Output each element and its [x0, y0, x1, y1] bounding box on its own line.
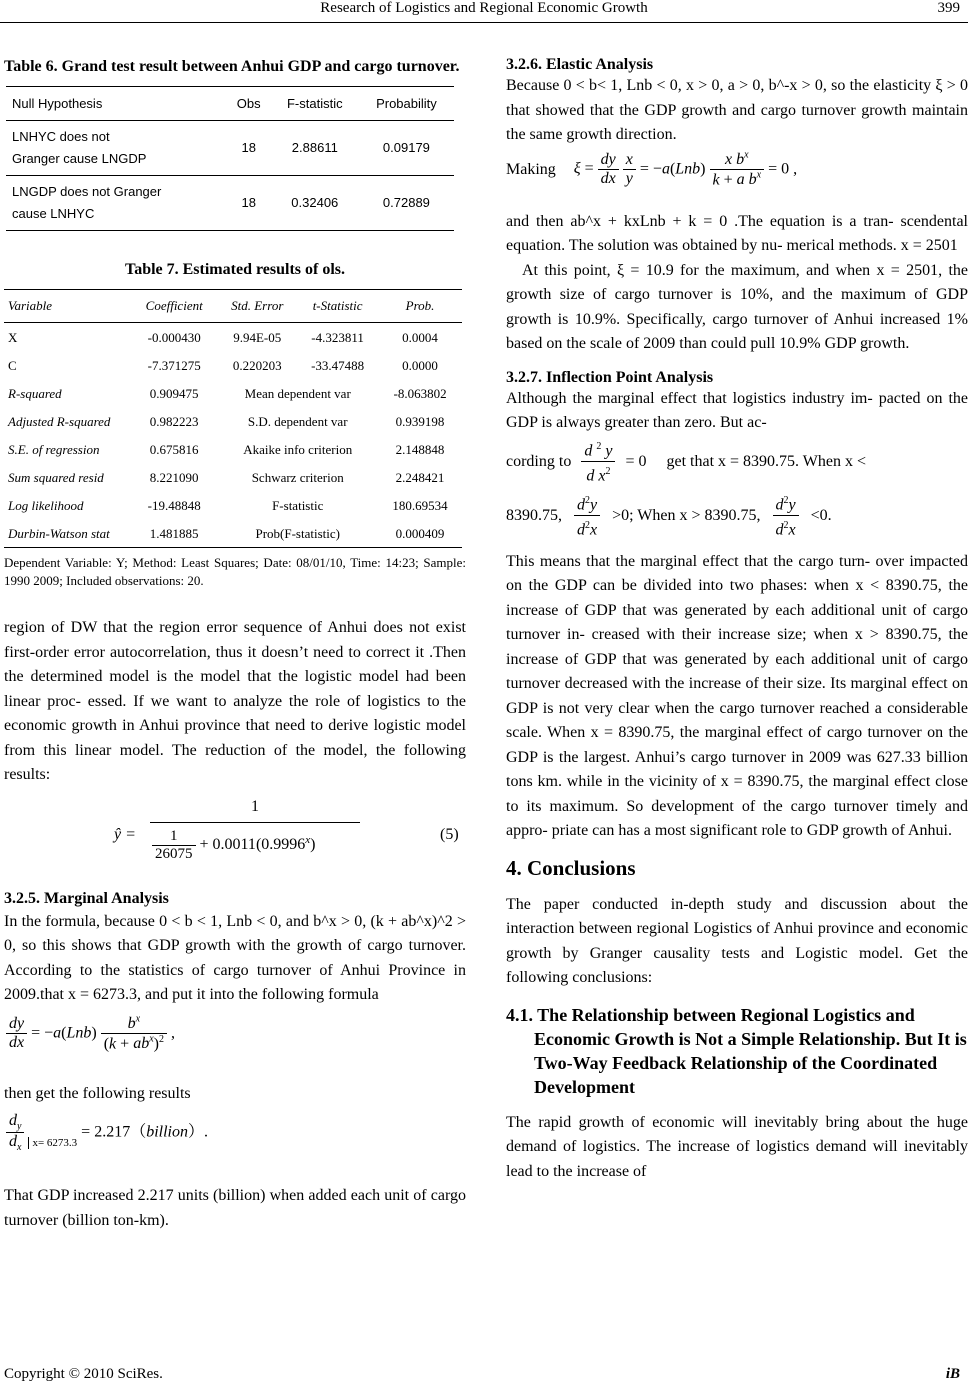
- table-row: [4, 379, 462, 407]
- right-column: [506, 50, 968, 1184]
- t6-p: 0.09179: [359, 121, 454, 176]
- deriv-eval-point: x= 6273.3: [28, 1137, 77, 1149]
- running-title: Research of Logistics and Regional Economic Growth: [320, 0, 648, 16]
- t7-stat-value2: 2.148848: [395, 441, 445, 457]
- t7-var: C: [8, 357, 17, 373]
- table-row: [6, 121, 454, 176]
- t7-stat-label2: Mean dependent var: [244, 385, 351, 401]
- t7-stat-value: 0.909475: [149, 385, 199, 401]
- t7-stat-label2: Akaike info criterion: [243, 441, 353, 457]
- t7-stat-value: 0.675816: [149, 441, 199, 457]
- t6-p: 0.72889: [359, 176, 454, 231]
- section-heading: 4. Conclusions: [506, 855, 636, 880]
- paragraph: The rapid growth of economic will inevitably bring about the huge demand of logistics. The increase of logistics demand will inevitably lead to the increase of: [506, 1113, 968, 1180]
- text-fragment: cording to: [506, 452, 572, 470]
- derivative-result: $\frac{d_y}{d_x}$ $_{x= 6273.3}$ = 2.217（billion）.: [4, 1112, 466, 1170]
- t7-col-variable: Variable: [4, 290, 131, 323]
- text-fragment: >0; When x > 8390.75,: [612, 506, 761, 524]
- t7-col-coef: Coefficient: [131, 290, 217, 323]
- page-header: [0, 0, 968, 30]
- paragraph: This means that the marginal effect that the cargo turn- over impacted on the GDP can be divided into two phases: when x < 8390.75, the increase of GDP that was generated by each additional unit of cargo turnover in- creased with their increase size; when x > 8390.75, the increase of GDP that was generated by each additional unit of cargo turnover decreased with the increase of their size. Its marginal effect on GDP is not very clear when the cargo turnover reached a considerable scale. When x = 8390.75, the marginal effect of cargo turnover on the GDP is the largest. Anhui’s cargo turnover in 2009 was 627.33 billion tons km. while in the vicinity of x = 8390.75, the marginal effect close to its maximum. So development of the cargo turnover timely and appro- priate can has a most significant role to GDP growth of Anhui.: [506, 552, 968, 839]
- t7-coef: -7.371275: [147, 357, 201, 373]
- t7-stat-label: R-squared: [8, 385, 62, 401]
- equation-5: [4, 796, 466, 876]
- journal-abbrev: iB: [945, 1366, 960, 1382]
- t7-stat-value: 1.481885: [131, 519, 217, 548]
- table6: [6, 86, 454, 231]
- copyright: Copyright © 2010 SciRes.: [4, 1366, 163, 1382]
- t6-col-obs: Obs: [227, 87, 271, 121]
- t7-stat-value: -19.48848: [147, 497, 201, 513]
- t7-stat-value2: 2.248421: [395, 469, 445, 485]
- eq5-y: ŷ =: [114, 825, 136, 843]
- t7-stat-label2: S.D. dependent var: [247, 413, 348, 429]
- t6-col-f: F-statistic: [271, 87, 359, 121]
- t7-t: -4.323811: [311, 329, 364, 345]
- t7-stat-label: Sum squared resid: [8, 469, 104, 485]
- text-fragment: get that x = 8390.75. When x <: [666, 452, 866, 470]
- elasticity-equation: Making ξ = $\frac{dy}{dx}$ $\frac{x}{y}$ = −a(Lnb) $\frac{x b^x}{k + a b^x}$ = 0 ,: [506, 149, 798, 189]
- paragraph: then get the following results: [4, 1084, 191, 1102]
- eq5-inner-den: 26075: [155, 845, 193, 862]
- t7-stat-label: Adjusted R-squared: [8, 413, 111, 429]
- table7: [4, 289, 462, 548]
- t7-prob: 0.0004: [402, 329, 438, 345]
- eq5-plus: + 0.0011: [199, 835, 256, 853]
- t7-coef: -0.000430: [147, 329, 201, 345]
- making-label: Making: [506, 160, 556, 178]
- t7-stat-label2: F-statistic: [272, 497, 324, 513]
- t7-stat-label: Durbin-Watson stat: [4, 519, 131, 548]
- t7-stat-label2: Schwarz criterion: [251, 469, 344, 485]
- t7-var: X: [8, 329, 18, 345]
- t7-stat-label: Log likelihood: [8, 497, 84, 513]
- table6-caption: Table 6. Grand test result between Anhui GDP and cargo turnover.: [4, 58, 460, 75]
- t6-obs: 18: [227, 121, 271, 176]
- page-number: 399: [937, 0, 960, 16]
- t6-obs: 18: [227, 176, 271, 231]
- t6-col-p: Probability: [359, 87, 454, 121]
- subsection-heading: 4.1. The Relationship between Regional Logistics and Economic Growth is Not a Simple Relationship. But It is Two-Way Feedback Relationship of the Coordinated Development: [506, 1004, 967, 1097]
- t6-hyp: cause LNHYC: [12, 206, 95, 221]
- eq5-exp: x: [305, 833, 311, 846]
- paragraph: At this point, ξ = 10.9 for the maximum, and when x = 2501, the growth size of cargo turnover is 10%, and the maximum of GDP growth is 10.9%. Specifically, cargo turnover of Anhui increased 1% based on the scale of 2009 than could pull 10.9% GDP growth.: [506, 261, 968, 352]
- t7-col-prob: Prob.: [378, 290, 462, 323]
- eq5-label: (5): [440, 825, 459, 843]
- text-fragment: 8390.75,: [506, 506, 562, 524]
- t6-hyp: LNGDP does not Granger: [12, 184, 162, 199]
- eq5-base: 0.9996: [261, 835, 306, 853]
- table-row: [4, 323, 462, 352]
- paragraph: The paper conducted in-depth study and discussion about the interaction between regional Logistics of Anhui province and economic growth by Granger causality tests and Logistic model. Get the following conclusions:: [506, 895, 968, 986]
- t7-col-t: t-Statistic: [297, 290, 378, 323]
- t7-stat-value: 8.221090: [149, 469, 199, 485]
- paragraph: region of DW that the region error sequence of Anhui does not exist first-order error autocorrelation, thus it doesn’t need to correct it .Then the determined model is the model that the logistic model had been linear proc- essed. If we want to analyze the role of logistics to the economic growth in Anhui province that need to derive logistic model from this linear model. The reduction of the model, the following results:: [4, 619, 466, 783]
- inflection-condition: cording to $\frac{d ^2 y}{d x^2}$ = 0 get that x = 8390.75. When x <: [506, 436, 968, 488]
- t7-stat-value2: 180.69534: [392, 497, 448, 513]
- eq5-fraction-bar: [150, 822, 360, 823]
- text-fragment: <0.: [810, 506, 832, 524]
- paragraph: and then ab^x + kxLnb + k = 0 .The equation is a tran- scendental equation. The solution was obtained by nu- merical methods. x = 2501: [506, 212, 968, 254]
- table-row: [4, 407, 462, 435]
- t6-f: 0.32406: [271, 176, 359, 231]
- t7-stat-value: 0.982223: [149, 413, 199, 429]
- derivative-equation: $\frac{dy}{dx}$ = −a(Lnb) $\frac{b^x}{(k + ab^x)^2}$ ,: [4, 1014, 466, 1074]
- eq5-denominator: $\frac{1}{26075}$ + $0.0011(0.9996^x)$: [152, 828, 315, 863]
- paragraph: That GDP increased 2.217 units (billion) when added each unit of cargo turnover (billion ton-km).: [4, 1187, 466, 1229]
- table-row: [6, 176, 454, 231]
- eq5-inner-num: 1: [152, 828, 196, 846]
- eq5-numerator: 1: [251, 797, 259, 815]
- table7-note: Dependent Variable: Y; Method: Least Squares; Date: 08/01/10, Time: 14:23; Sample: 1990 2009; Included observations: 20.: [4, 555, 466, 588]
- table-row: [4, 491, 462, 519]
- t7-se: 9.94E-05: [233, 329, 282, 345]
- section-heading: 3.2.6. Elastic Analysis: [506, 56, 654, 73]
- table7-caption: Table 7. Estimated results of ols.: [124, 261, 345, 278]
- table-row: [4, 463, 462, 491]
- paragraph: Although the marginal effect that logistics industry im- pacted on the GDP is always greater than zero. But ac-: [506, 389, 968, 431]
- table-row: [4, 351, 462, 379]
- table-row: [4, 435, 462, 463]
- t6-hyp: LNHYC does not: [12, 129, 110, 144]
- section-heading: 3.2.5. Marginal Analysis: [4, 889, 169, 907]
- t7-se: 0.220203: [232, 357, 282, 373]
- header-rule: [0, 22, 968, 23]
- left-column: [4, 50, 466, 1233]
- t7-t: -33.47488: [311, 357, 365, 373]
- t7-stat-value2: 0.939198: [395, 413, 445, 429]
- paragraph: Because 0 < b< 1, Lnb < 0, x > 0, a > 0, b^-x > 0, so the elasticity ξ > 0 that showed that the GDP growth and cargo turnover growth maintain the same growth direction.: [506, 77, 968, 143]
- deriv-unit: billion: [146, 1123, 188, 1141]
- t6-hyp: Granger cause LNGDP: [12, 151, 147, 166]
- t7-stat-value2: 0.000409: [378, 519, 462, 548]
- inflection-cases: 8390.75, $\frac{d^2y}{d^2x}$ >0; When x > 8390.75, $\frac{d^2y}{d^2x}$ <0.: [506, 488, 968, 544]
- t6-col-hyp: Null Hypothesis: [6, 87, 227, 121]
- t7-col-se: Std. Error: [217, 290, 297, 323]
- section-heading: 3.2.7. Inflection Point Analysis: [506, 368, 714, 386]
- page-footer: [4, 1366, 964, 1383]
- t7-prob: 0.0000: [402, 357, 438, 373]
- t7-stat-value2: -8.063802: [393, 385, 447, 401]
- t7-stat-label: S.E. of regression: [8, 441, 100, 457]
- t7-stat-label2: Prob(F-statistic): [217, 519, 378, 548]
- paragraph: In the formula, because 0 < b < 1, Lnb < 0, and b^x > 0, (k + ab^x)^2 > 0, so this shows that GDP growth with the growth of cargo turnover. According to the statistics of cargo turnover of Anhui Province in 2009.that x = 6273.3, and put it into the following formula: [4, 912, 466, 1003]
- table-row: [4, 519, 462, 548]
- t6-f: 2.88611: [271, 121, 359, 176]
- deriv-result-value: 2.217: [94, 1123, 131, 1141]
